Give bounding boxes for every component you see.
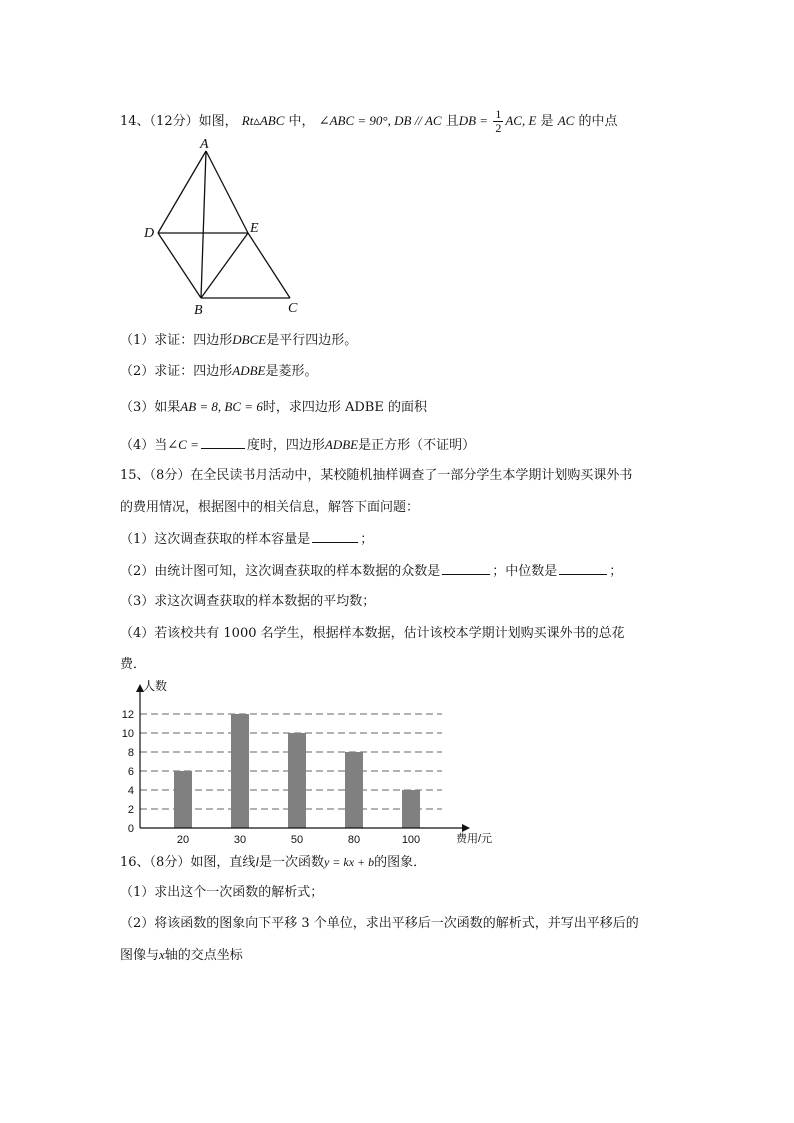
q14-in: 中， bbox=[288, 114, 315, 129]
q14-part-4 bbox=[120, 436, 475, 455]
y-tick-label: 4 bbox=[127, 785, 134, 797]
line-db bbox=[158, 233, 201, 298]
q14-midpoint: 的中点 bbox=[578, 114, 618, 129]
q16-function: y = kx + b bbox=[323, 855, 375, 869]
part-math-2: ADBE bbox=[324, 437, 359, 452]
q14-triangle: ABC bbox=[259, 113, 285, 128]
q14-part-2 bbox=[120, 362, 318, 381]
q16-part-2: （2）将该函数的图象向下平移 3 个单位，求出平移后一次函数的解析式，并写出平移后的 bbox=[120, 916, 639, 931]
line-ab bbox=[201, 151, 206, 298]
answer-blank[interactable] bbox=[312, 530, 358, 543]
x-tick-label: 30 bbox=[233, 834, 247, 846]
x-tick-label: 80 bbox=[347, 834, 361, 846]
y-tick-label: 6 bbox=[127, 766, 134, 778]
q16-suffix: 的图象． bbox=[374, 855, 427, 870]
y-tick-labels bbox=[122, 709, 134, 835]
q14-rt: Rt bbox=[241, 113, 254, 128]
q14-and: 且 bbox=[445, 114, 459, 129]
y-tick-label: 12 bbox=[121, 709, 134, 721]
part-math: AB = 8, BC = 6 bbox=[180, 399, 263, 414]
y-tick-label: 2 bbox=[127, 804, 134, 816]
part-middle: 度时，四边形 bbox=[246, 438, 325, 453]
part-prefix: （1）求证：四边形 bbox=[120, 333, 233, 348]
fraction-denominator: 2 bbox=[495, 121, 502, 135]
q15-part-2 bbox=[120, 562, 622, 581]
part-text: （2）由统计图可知，这次调查获取的样本数据的众数是 bbox=[120, 564, 441, 579]
label-c: C bbox=[288, 301, 298, 316]
line-ec bbox=[248, 233, 290, 298]
part-math: x bbox=[159, 947, 165, 962]
q14-part-3 bbox=[120, 398, 427, 417]
answer-blank[interactable] bbox=[201, 436, 245, 449]
y-tick-label: 8 bbox=[127, 747, 134, 759]
part-suffix: 是平行四边形。 bbox=[266, 333, 358, 348]
label-e: E bbox=[250, 221, 259, 236]
q14-angle-condition: ∠ABC = 90°, DB // AC bbox=[318, 113, 442, 128]
y-tick-label: 10 bbox=[121, 728, 134, 740]
bar bbox=[174, 771, 192, 828]
bar bbox=[402, 790, 420, 828]
q15-part-4-cont: 费． bbox=[120, 657, 147, 672]
answer-blank[interactable] bbox=[559, 562, 607, 575]
x-tick-label: 50 bbox=[290, 834, 304, 846]
part-suffix: 轴的交点坐标 bbox=[164, 948, 243, 963]
x-axis-label: 费用/元 bbox=[456, 833, 493, 845]
label-b: B bbox=[194, 303, 203, 318]
part-end: ； bbox=[609, 564, 623, 579]
q14-score: （12分） bbox=[149, 114, 199, 129]
q15-header: 15、（8分）在全民读书月活动中，某校随机抽样调查了一部分学生本学期计划购买课外书 bbox=[120, 468, 633, 483]
x-tick-label: 20 bbox=[176, 834, 190, 846]
bar bbox=[288, 733, 306, 828]
answer-blank[interactable] bbox=[442, 562, 490, 575]
line-ad bbox=[158, 151, 206, 233]
q14-after-frac: AC, E bbox=[505, 113, 537, 128]
q14-number: 14、 bbox=[120, 114, 150, 129]
q14-figure bbox=[138, 138, 308, 318]
q14-header: 14、（12分）如图， Rt▵ABC 中， ∠ABC = 90°, DB // AC 且DB = $\frac{1}{2}$ AC, E 是 AC 的中点 bbox=[120, 107, 618, 135]
q15-part-4: （4）若该校共有 1000 名学生，根据样本数据，估计该校本学期计划购买课外书的总花 bbox=[120, 626, 625, 641]
q16-mid: 是一次函数 bbox=[258, 855, 324, 870]
q16-header bbox=[120, 853, 426, 872]
q16-prefix: 16、（8分）如图，直线 bbox=[120, 855, 256, 870]
part-text: （1）这次调查获取的样本容量是 bbox=[120, 532, 311, 547]
part-math: DBCE bbox=[232, 332, 267, 347]
q15-header-2: 的费用情况，根据图中的相关信息，解答下面问题： bbox=[120, 500, 420, 515]
part-math: ∠C = bbox=[167, 437, 199, 452]
y-axis-label: 人数 bbox=[143, 679, 168, 693]
x-axis-arrow-icon bbox=[462, 824, 470, 832]
part-prefix: （3）如果 bbox=[120, 400, 181, 415]
q14-is: 是 bbox=[540, 114, 554, 129]
x-tick-labels bbox=[177, 834, 420, 846]
q15-part-3: （3）求这次调查获取的样本数据的平均数； bbox=[120, 594, 376, 609]
q14-part-1 bbox=[120, 331, 357, 350]
line-eb bbox=[201, 233, 248, 298]
q14-intro: 如图， bbox=[198, 114, 238, 129]
q15-part-1 bbox=[120, 530, 373, 549]
label-a: A bbox=[200, 138, 209, 152]
line-ae bbox=[206, 151, 248, 233]
q14-ac: AC bbox=[557, 113, 575, 128]
q16-part-2-cont bbox=[120, 946, 243, 965]
q14-db-eq: DB = bbox=[458, 113, 492, 128]
part-prefix: 图像与 bbox=[120, 948, 160, 963]
q14-fraction bbox=[493, 108, 503, 135]
part-end: ； bbox=[360, 532, 374, 547]
part-suffix: 是菱形。 bbox=[265, 364, 318, 379]
part-suffix: 时，求四边形 ADBE 的面积 bbox=[262, 400, 427, 415]
part-math: ADBE bbox=[232, 363, 266, 378]
part-prefix: （2）求证：四边形 bbox=[120, 364, 233, 379]
fraction-numerator: 1 bbox=[495, 107, 502, 121]
part-prefix: （4）当 bbox=[120, 438, 168, 453]
y-tick-label: 0 bbox=[127, 823, 134, 835]
part-suffix: 是正方形（不证明） bbox=[358, 438, 476, 453]
q16-line-l: l bbox=[255, 854, 259, 869]
bar bbox=[345, 752, 363, 828]
part-mid: ；中位数是 bbox=[492, 564, 558, 579]
x-tick-label: 100 bbox=[401, 834, 421, 846]
bar bbox=[231, 714, 249, 828]
label-d: D bbox=[144, 226, 155, 241]
bar-chart bbox=[110, 676, 510, 848]
q16-part-1: （1）求出这个一次函数的解析式； bbox=[120, 885, 324, 900]
